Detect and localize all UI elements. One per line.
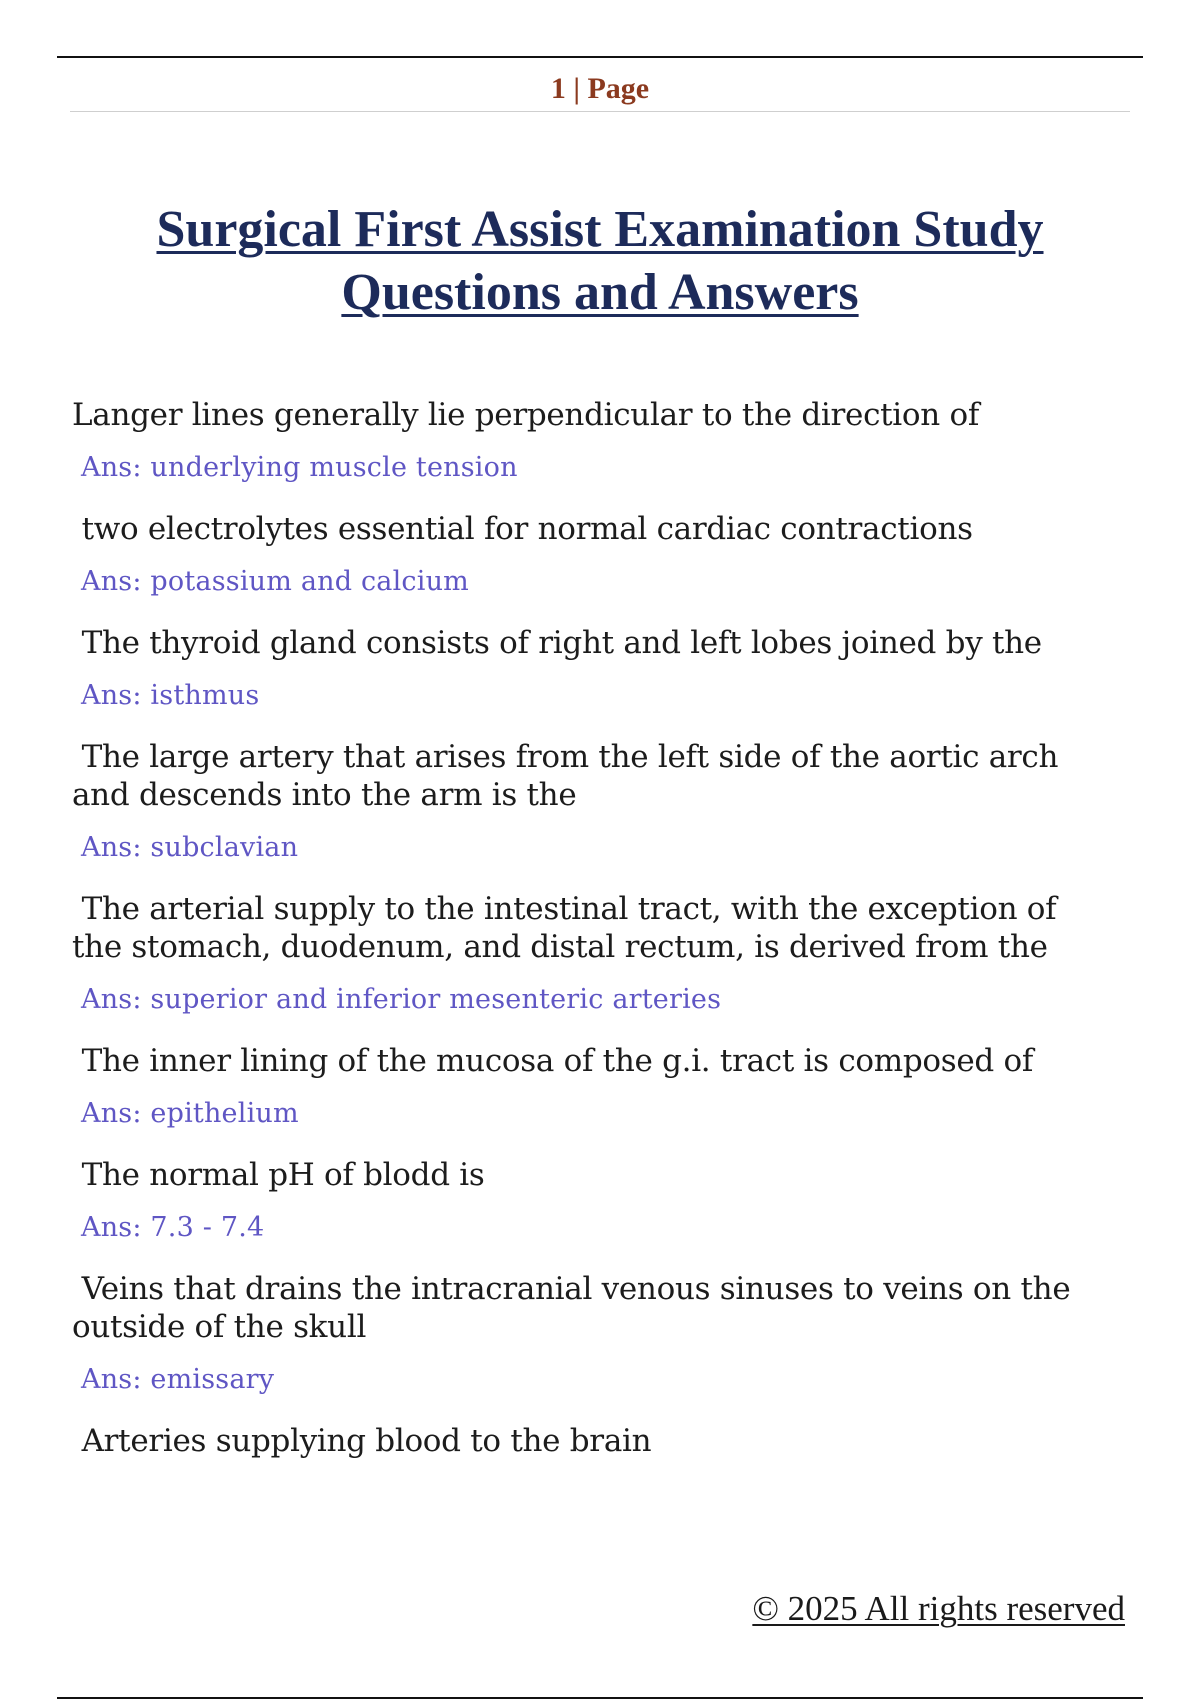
answer-text: Ans: epithelium <box>81 1098 299 1129</box>
qa-list <box>72 396 1122 1486</box>
answer-text: Ans: superior and inferior mesenteric arteries <box>81 984 722 1015</box>
answer-text: Ans: 7.3 - 7.4 <box>81 1212 265 1243</box>
question-text: The inner lining of the mucosa of the g.i. tract is composed of <box>72 1043 1034 1079</box>
header-divider <box>70 111 1130 112</box>
bottom-rule <box>57 1697 1143 1699</box>
answer-text: Ans: isthmus <box>81 680 260 711</box>
document-title: Surgical First Assist Examination Study Questions and Answers <box>156 201 1044 321</box>
qa-item <box>72 1042 1122 1130</box>
question-text: The normal pH of blodd is <box>72 1157 485 1193</box>
question-text: two electrolytes essential for normal cardiac contractions <box>72 511 973 547</box>
question-text: Langer lines generally lie perpendicular to the direction of <box>72 397 980 433</box>
qa-item <box>72 1156 1122 1244</box>
question-text: The arterial supply to the intestinal tract, with the exception of the stomach, duodenum, and distal rectum, is derived from the <box>72 891 1057 965</box>
question-text: Arteries supplying blood to the brain <box>72 1423 652 1459</box>
question-text: Veins that drains the intracranial venous sinuses to veins on the outside of the skull <box>72 1271 1071 1345</box>
question-text: The large artery that arises from the left side of the aortic arch and descends into the arm is the <box>72 739 1059 813</box>
qa-item <box>72 396 1122 484</box>
answer-text: Ans: emissary <box>81 1364 275 1395</box>
answer-text: Ans: underlying muscle tension <box>81 452 518 483</box>
qa-item <box>72 738 1122 864</box>
qa-item <box>72 890 1122 1016</box>
qa-item <box>72 510 1122 598</box>
page-number: 1 | Page <box>550 72 650 105</box>
answer-text: Ans: potassium and calcium <box>81 566 469 597</box>
top-rule <box>57 56 1143 58</box>
question-text: The thyroid gland consists of right and left lobes joined by the <box>72 625 1042 661</box>
qa-item <box>72 624 1122 712</box>
copyright-notice: © 2025 All rights reserved <box>752 1589 1125 1628</box>
qa-item <box>72 1270 1122 1396</box>
qa-item <box>72 1422 1122 1460</box>
answer-text: Ans: subclavian <box>81 832 299 863</box>
